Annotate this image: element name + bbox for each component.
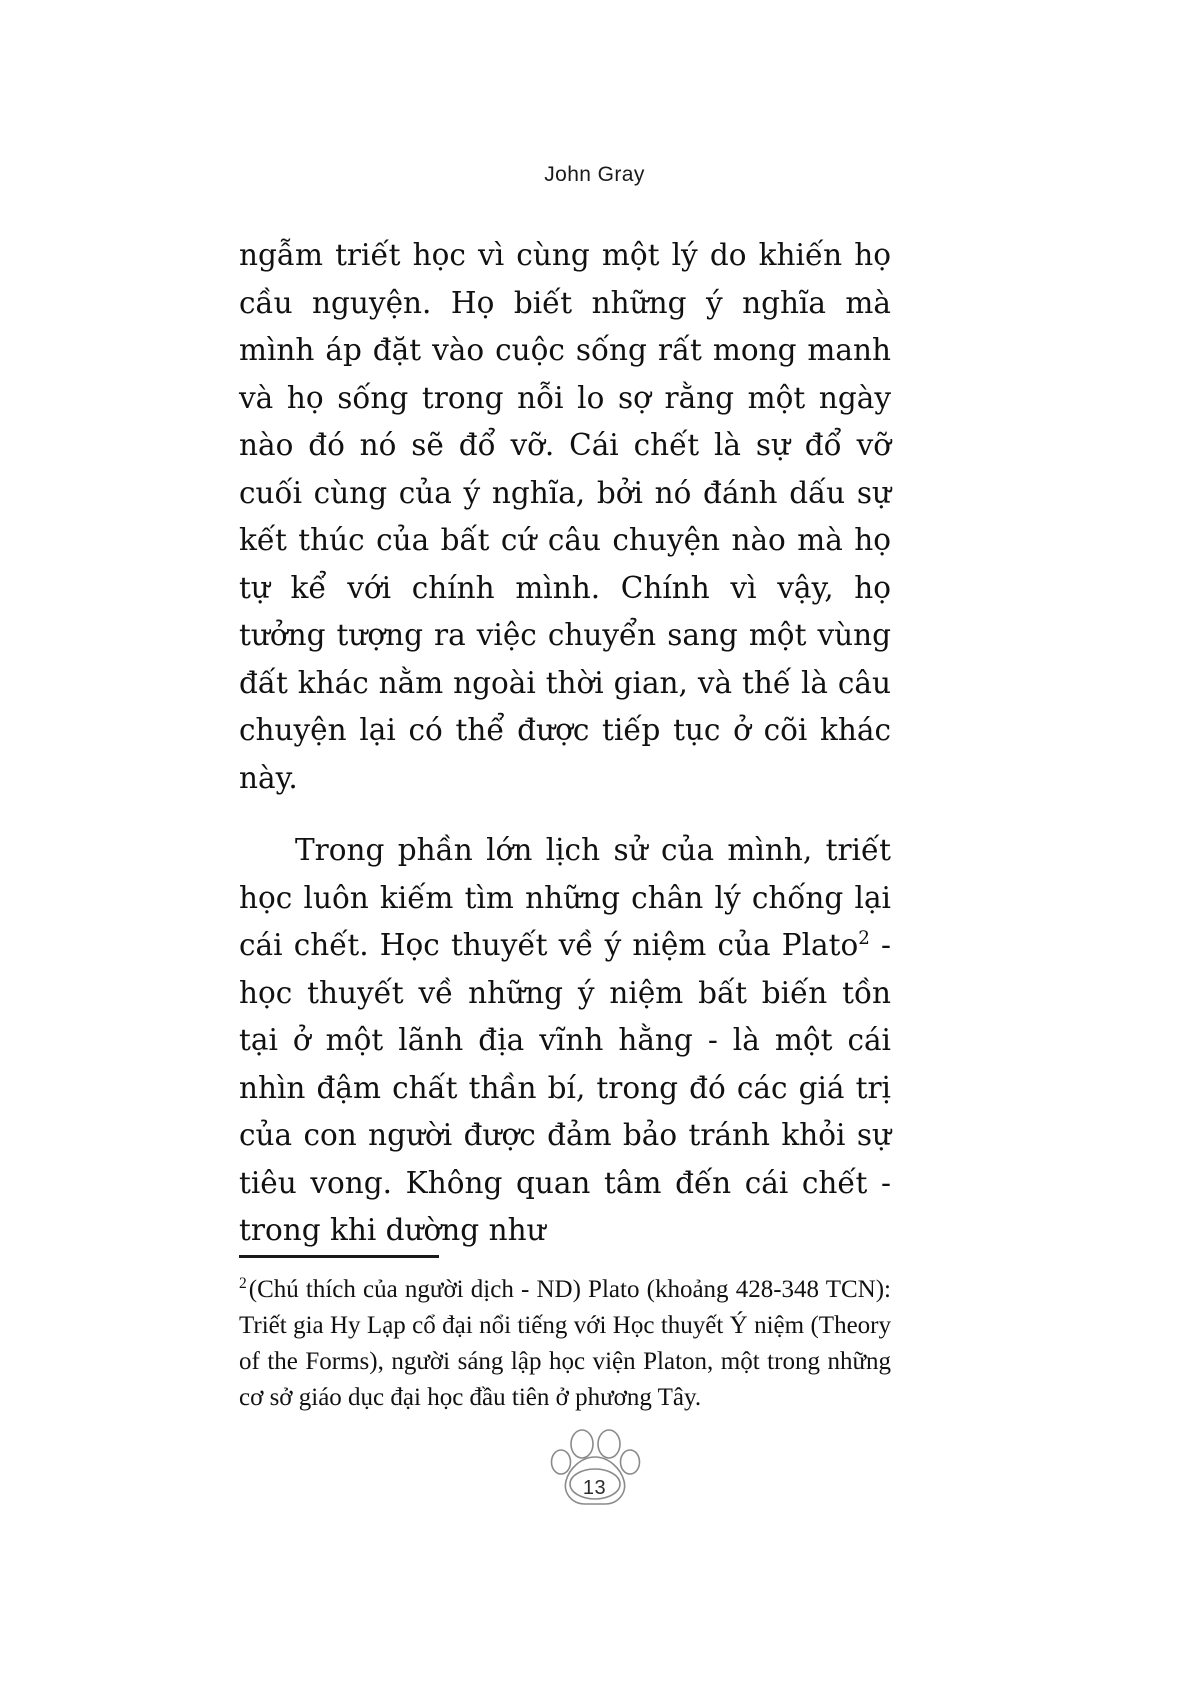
running-header-author: John Gray	[544, 163, 645, 186]
paw-print-icon	[539, 1424, 651, 1520]
body-paragraph: Trong phần lớn lịch sử của mình, triết học luôn kiếm tìm những chân lý chống lại cái chết. Học thuyết về ý niệm của Plato$^2$ - học thuyết về những ý niệm bất biến tồn tại ở một lãnh địa vĩnh hằng - là một cái nhìn đậm chất thần bí, trong đó các giá trị của con người được đảm bảo tránh khỏi sự tiêu vong. Không quan tâm đến cái chết - trong khi dường như	[239, 833, 891, 1247]
body-paragraph: ngẫm triết học vì cùng một lý do khiến họ cầu nguyện. Họ biết những ý nghĩa mà mình áp đặt vào cuộc sống rất mong manh và họ sống trong nỗi lo sợ rằng một ngày nào đó nó sẽ đổ vỡ. Cái chết là sự đổ vỡ cuối cùng của ý nghĩa, bởi nó đánh dấu sự kết thúc của bất cứ câu chuyện nào mà họ tự kể với chính mình. Chính vì vậy, họ tưởng tượng ra việc chuyển sang một vùng đất khác nằm ngoài thời gian, và thế là câu chuyện lại có thể được tiếp tục ở cõi khác này.	[239, 238, 891, 795]
footnote-separator-rule	[239, 1255, 439, 1258]
body-text-column	[239, 232, 891, 1255]
footnote-text	[239, 1272, 891, 1416]
footnote-marker: 2	[239, 1274, 247, 1292]
footnote-body: (Chú thích của người dịch - ND) Plato (khoảng 428-348 TCN): Triết gia Hy Lạp cổ đại nổi tiếng với Học thuyết Ý niệm (Theory of the Forms), người sáng lập học viện Platon, một trong những cơ sở giáo dục đại học đầu tiên ở phương Tây.	[239, 1276, 891, 1411]
page-folio	[0, 1424, 1189, 1520]
page-number: 13	[582, 1477, 607, 1499]
footnote-reference: 2	[858, 928, 870, 950]
footnote-block	[239, 1255, 891, 1416]
